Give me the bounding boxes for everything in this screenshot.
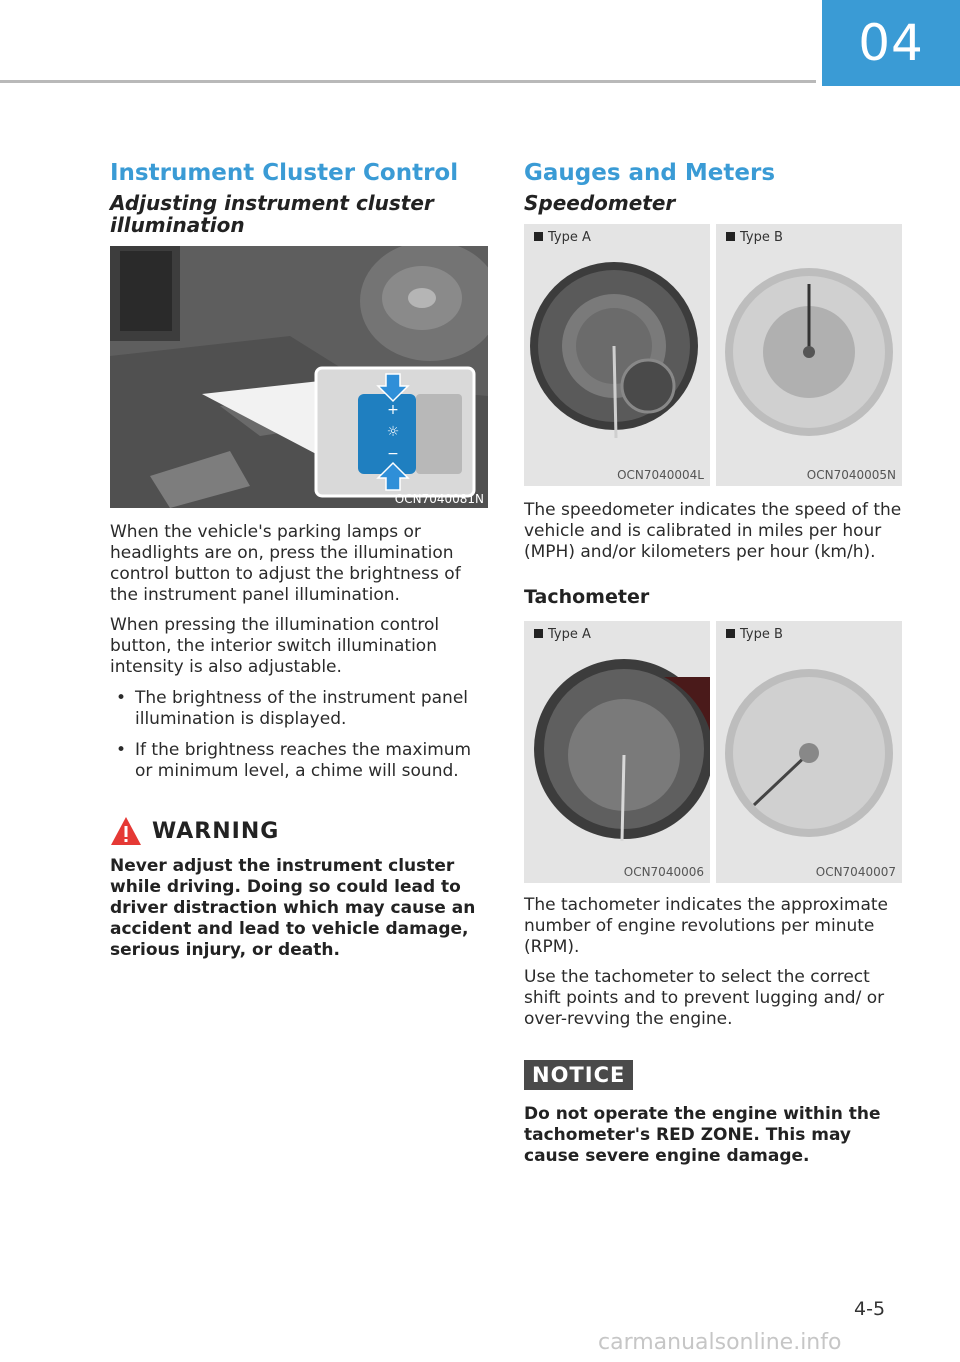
svg-text:☼: ☼ xyxy=(386,424,400,440)
figure-code: OCN7040006 xyxy=(623,865,704,879)
warning-title: WARNING xyxy=(152,818,280,844)
list-item: • The brightness of the instrument panel illumination is displayed. xyxy=(116,688,469,729)
speedometer-type-b xyxy=(716,224,902,486)
section-title-instrument-cluster: Instrument Cluster Control xyxy=(110,160,459,186)
notice-text: Do not operate the engine within the tachometer's RED ZONE. This may cause severe engine damage. xyxy=(524,1104,881,1166)
notice-header xyxy=(524,1060,902,1090)
list-item: • If the brightness reaches the maximum or minimum level, a chime will sound. xyxy=(116,740,472,781)
speedometer-a-dial xyxy=(524,248,710,468)
bullet-glyph: • xyxy=(116,688,127,708)
figure-code: OCN7040081N xyxy=(394,492,484,506)
paragraph-illumination-1: When the vehicle's parking lamps or headlights are on, press the illumination control button to adjust the brightness of the instrument panel illumination. xyxy=(110,522,461,605)
subtitle-adjusting-illumination: Adjusting instrument cluster illumination xyxy=(110,191,434,237)
type-a-label: Type A xyxy=(534,230,591,245)
illumination-control-figure xyxy=(110,246,488,508)
speedometer-figures xyxy=(524,224,902,486)
warning-text: Never adjust the instrument cluster while driving. Doing so could lead to driver distraction which may cause an accident and lead to vehicle damage, serious injury, or death. xyxy=(110,856,476,960)
svg-text:−: − xyxy=(387,446,399,462)
speedometer-b-dial xyxy=(716,248,902,468)
figure-code: OCN7040005N xyxy=(806,468,896,482)
left-column xyxy=(110,158,488,961)
paragraph-illumination-2: When pressing the illumination control button, the interior switch illumination intensity is also adjustable. xyxy=(110,615,440,677)
chapter-tab: 04 xyxy=(822,0,960,86)
tachometer-figures xyxy=(524,621,902,883)
bullet-list xyxy=(110,688,488,782)
square-bullet-icon xyxy=(726,629,735,638)
square-bullet-icon xyxy=(534,232,543,241)
page-number: 4-5 xyxy=(854,1298,886,1320)
bullet-glyph: • xyxy=(116,740,127,760)
square-bullet-icon xyxy=(726,232,735,241)
header-rule xyxy=(0,80,816,83)
type-b-label: Type B xyxy=(726,230,783,245)
tachometer-type-b xyxy=(716,621,902,883)
figure-code: OCN7040004L xyxy=(617,468,704,482)
svg-text:+: + xyxy=(387,402,399,418)
tachometer-b-dial xyxy=(716,645,902,865)
subtitle-tachometer: Tachometer xyxy=(524,586,650,608)
watermark: carmanualsonline.info xyxy=(598,1330,842,1355)
tachometer-a-dial xyxy=(524,645,710,865)
figure-code: OCN7040007 xyxy=(815,865,896,879)
subtitle-speedometer: Speedometer xyxy=(524,191,676,215)
type-b-label: Type B xyxy=(726,627,783,642)
section-title-gauges: Gauges and Meters xyxy=(524,160,776,186)
notice-badge: NOTICE xyxy=(524,1060,633,1090)
paragraph-tachometer-2: Use the tachometer to select the correct shift points and to prevent lugging and/ or over-revving the engine. xyxy=(524,967,885,1029)
warning-triangle-icon xyxy=(110,816,142,846)
type-a-label: Type A xyxy=(534,627,591,642)
paragraph-speedometer: The speedometer indicates the speed of the vehicle and is calibrated in miles per hour (MPH) and/or kilometers per hour (km/h). xyxy=(524,500,902,562)
warning-header xyxy=(110,816,488,846)
square-bullet-icon xyxy=(534,629,543,638)
paragraph-tachometer-1: The tachometer indicates the approximate number of engine revolutions per minute (RPM). xyxy=(524,895,889,957)
speedometer-type-a xyxy=(524,224,710,486)
right-column xyxy=(524,158,902,1167)
tachometer-type-a xyxy=(524,621,710,883)
dashboard-illustration xyxy=(110,246,488,508)
